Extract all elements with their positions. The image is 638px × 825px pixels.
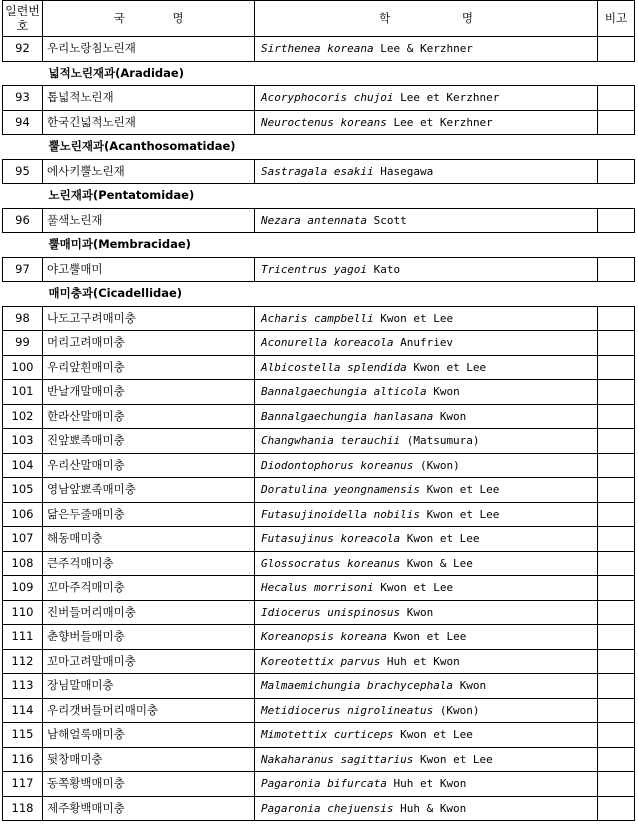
species-binomial: Metidiocerus nigrolineatus <box>261 703 434 717</box>
species-binomial: Bannalgaechungia hanlasana <box>261 409 434 423</box>
scientific-name <box>255 429 598 454</box>
remarks-cell <box>598 159 635 184</box>
scientific-name <box>255 453 598 478</box>
species-binomial: Diodontophorus koreanus <box>261 458 414 472</box>
species-binomial: Bannalgaechungia alticola <box>261 385 427 399</box>
table-row <box>3 527 635 552</box>
species-binomial: Aconurella koreacola <box>261 336 394 350</box>
table-row <box>3 110 635 135</box>
row-number: 101 <box>3 380 43 405</box>
scientific-name <box>255 208 598 233</box>
korean-name: 톱넓적노린재 <box>43 86 255 111</box>
table-row <box>3 502 635 527</box>
species-author: (Matsumura) <box>406 434 480 448</box>
remarks-cell <box>598 37 635 62</box>
korean-name: 영남앞뾰족매미충 <box>43 478 255 503</box>
table-row <box>3 453 635 478</box>
row-number: 108 <box>3 551 43 576</box>
remarks-cell <box>598 331 635 356</box>
korean-name: 동쪽황백매미충 <box>43 772 255 797</box>
row-number: 112 <box>3 649 43 674</box>
remarks-cell <box>598 576 635 601</box>
species-binomial: Sirthenea koreana <box>261 42 374 56</box>
korean-name: 에사키뿔노린재 <box>43 159 255 184</box>
species-author: Huh et Kwon <box>386 654 460 668</box>
korean-name: 한라산말매미충 <box>43 404 255 429</box>
species-author: (Kwon) <box>419 458 460 472</box>
table-row <box>3 576 635 601</box>
remarks-cell <box>598 527 635 552</box>
family-spacer <box>3 282 43 307</box>
korean-name: 야고뿔매미 <box>43 257 255 282</box>
species-author: (Kwon) <box>439 703 480 717</box>
table-row <box>3 306 635 331</box>
family-spacer <box>3 61 43 86</box>
row-number: 115 <box>3 723 43 748</box>
korean-name: 큰주걱매미충 <box>43 551 255 576</box>
scientific-name <box>255 600 598 625</box>
scientific-name <box>255 723 598 748</box>
species-author: Lee & Kerzhner <box>380 42 473 56</box>
scientific-name <box>255 404 598 429</box>
korean-name: 반날개말매미충 <box>43 380 255 405</box>
row-number: 99 <box>3 331 43 356</box>
family-spacer <box>3 184 43 209</box>
scientific-name <box>255 86 598 111</box>
table-row <box>3 747 635 772</box>
scientific-name <box>255 502 598 527</box>
species-author: Hasegawa <box>380 164 434 178</box>
row-number: 109 <box>3 576 43 601</box>
row-number: 111 <box>3 625 43 650</box>
remarks-cell <box>598 723 635 748</box>
family-spacer <box>3 233 43 258</box>
remarks-cell <box>598 478 635 503</box>
scientific-name <box>255 306 598 331</box>
header-korean-name: 국 명 <box>43 1 255 37</box>
species-binomial: Idiocerus unispinosus <box>261 605 401 619</box>
row-number: 117 <box>3 772 43 797</box>
family-name: 뿔매미과(Membracidae) <box>48 237 191 252</box>
remarks-cell <box>598 674 635 699</box>
remarks-cell <box>598 649 635 674</box>
species-author: Kwon <box>439 409 467 423</box>
table-row <box>3 649 635 674</box>
remarks-cell <box>598 600 635 625</box>
species-author: Huh et Kwon <box>393 777 467 791</box>
remarks-cell <box>598 306 635 331</box>
header-row <box>3 1 635 37</box>
korean-name: 나도고구려매미충 <box>43 306 255 331</box>
korean-name: 남해얼룩매미충 <box>43 723 255 748</box>
row-number: 94 <box>3 110 43 135</box>
family-name: 노린재과(Pentatomidae) <box>48 188 195 203</box>
species-binomial: Sastragala esakii <box>261 164 374 178</box>
korean-name: 풀색노린재 <box>43 208 255 233</box>
table-row <box>3 257 635 282</box>
table-row <box>3 37 635 62</box>
species-author: Kwon et Lee <box>400 728 473 742</box>
species-author: Kwon et Lee <box>380 581 454 595</box>
remarks-cell <box>598 502 635 527</box>
row-number: 114 <box>3 698 43 723</box>
header-scientific-name: 학 명 <box>255 1 598 37</box>
row-number: 95 <box>3 159 43 184</box>
korean-name: 진앞뾰족매미충 <box>43 429 255 454</box>
row-number: 118 <box>3 796 43 821</box>
korean-name: 우리갯버들머리매미충 <box>43 698 255 723</box>
korean-name: 닮은두줄매미충 <box>43 502 255 527</box>
table-row <box>3 429 635 454</box>
species-binomial: Albicostella splendida <box>261 360 407 374</box>
species-binomial: Malmaemichungia brachycephala <box>261 679 454 693</box>
species-binomial: Glossocratus koreanus <box>261 556 401 570</box>
family-spacer <box>3 135 43 160</box>
species-author: Huh & Kwon <box>400 801 467 815</box>
row-number: 96 <box>3 208 43 233</box>
remarks-cell <box>598 86 635 111</box>
family-row <box>3 233 635 258</box>
remarks-cell <box>598 355 635 380</box>
species-binomial: Nakaharanus sagittarius <box>261 752 414 766</box>
scientific-name <box>255 576 598 601</box>
remarks-cell <box>598 453 635 478</box>
species-author: Kwon et Lee <box>426 483 500 497</box>
scientific-name <box>255 796 598 821</box>
row-number: 106 <box>3 502 43 527</box>
remarks-cell <box>598 772 635 797</box>
korean-name: 머리고려매미충 <box>43 331 255 356</box>
scientific-name <box>255 551 598 576</box>
table-row <box>3 478 635 503</box>
species-table <box>2 0 635 821</box>
remarks-cell <box>598 551 635 576</box>
korean-name: 우리산말매미충 <box>43 453 255 478</box>
species-author: Kwon <box>459 679 487 693</box>
table-row <box>3 208 635 233</box>
korean-name: 제주황백매미충 <box>43 796 255 821</box>
scientific-name <box>255 625 598 650</box>
remarks-cell <box>598 429 635 454</box>
remarks-cell <box>598 110 635 135</box>
species-author: Lee et Kerzhner <box>400 91 500 105</box>
row-number: 104 <box>3 453 43 478</box>
table-row <box>3 600 635 625</box>
family-row <box>3 282 635 307</box>
scientific-name <box>255 649 598 674</box>
korean-name: 춘향버들매미충 <box>43 625 255 650</box>
species-author: Anufriev <box>400 336 454 350</box>
species-author: Lee et Kerzhner <box>393 115 493 129</box>
table-row <box>3 355 635 380</box>
table-row <box>3 723 635 748</box>
korean-name: 장님말매미충 <box>43 674 255 699</box>
species-binomial: Acoryphocoris chujoi <box>261 91 394 105</box>
remarks-cell <box>598 698 635 723</box>
species-binomial: Neuroctenus koreans <box>261 115 387 129</box>
scientific-name <box>255 674 598 699</box>
species-binomial: Pagaronia chejuensis <box>261 801 394 815</box>
table-row <box>3 159 635 184</box>
table-row <box>3 86 635 111</box>
species-author: Kwon & Lee <box>406 556 473 570</box>
table-row <box>3 551 635 576</box>
scientific-name <box>255 110 598 135</box>
table-row <box>3 331 635 356</box>
species-binomial: Hecalus morrisoni <box>261 581 374 595</box>
family-name: 뿔노린재과(Acanthosomatidae) <box>48 139 236 154</box>
scientific-name <box>255 159 598 184</box>
korean-name: 한국긴넓적노린재 <box>43 110 255 135</box>
family-row <box>3 184 635 209</box>
row-number: 97 <box>3 257 43 282</box>
row-number: 107 <box>3 527 43 552</box>
scientific-name <box>255 380 598 405</box>
scientific-name <box>255 698 598 723</box>
table-row <box>3 772 635 797</box>
family-name: 매미충과(Cicadellidae) <box>48 286 183 301</box>
remarks-cell <box>598 208 635 233</box>
scientific-name <box>255 331 598 356</box>
species-author: Kwon et Lee <box>413 360 487 374</box>
species-author: Kato <box>373 262 401 276</box>
korean-name: 꼬마고려말매미충 <box>43 649 255 674</box>
row-number: 105 <box>3 478 43 503</box>
row-number: 98 <box>3 306 43 331</box>
table-row <box>3 380 635 405</box>
species-author: Scott <box>373 213 407 227</box>
species-binomial: Futasujinoidella nobilis <box>261 507 420 521</box>
species-binomial: Tricentrus yagoi <box>261 262 367 276</box>
table-row <box>3 796 635 821</box>
row-number: 113 <box>3 674 43 699</box>
species-binomial: Nezara antennata <box>261 213 367 227</box>
korean-name: 꼬마주걱매미충 <box>43 576 255 601</box>
species-binomial: Pagaronia bifurcata <box>261 777 387 791</box>
korean-name: 진버들머리매미충 <box>43 600 255 625</box>
remarks-cell <box>598 625 635 650</box>
row-number: 93 <box>3 86 43 111</box>
species-author: Kwon <box>433 385 460 399</box>
row-number: 102 <box>3 404 43 429</box>
table-row <box>3 698 635 723</box>
species-author: Kwon et Lee <box>393 630 467 644</box>
species-binomial: Acharis campbelli <box>261 311 374 325</box>
species-binomial: Doratulina yeongnamensis <box>261 483 420 497</box>
family-name: 넓적노린재과(Aradidae) <box>48 65 184 80</box>
species-author: Kwon et Lee <box>419 752 493 766</box>
species-binomial: Changwhania terauchii <box>261 434 401 448</box>
korean-name: 해동매미충 <box>43 527 255 552</box>
scientific-name <box>255 355 598 380</box>
row-number: 100 <box>3 355 43 380</box>
scientific-name <box>255 527 598 552</box>
family-row <box>3 135 635 160</box>
table-row <box>3 625 635 650</box>
korean-name: 우리앞흰매미충 <box>43 355 255 380</box>
remarks-cell <box>598 380 635 405</box>
remarks-cell <box>598 747 635 772</box>
table-row <box>3 674 635 699</box>
species-binomial: Futasujinus koreacola <box>261 532 401 546</box>
row-number: 116 <box>3 747 43 772</box>
korean-name: 뒷창매미충 <box>43 747 255 772</box>
header-number: 일련번호 <box>3 1 43 37</box>
table-row <box>3 404 635 429</box>
korean-name: 우리노랑침노린재 <box>43 37 255 62</box>
family-row <box>3 61 635 86</box>
header-remarks: 비고 <box>598 1 635 37</box>
species-author: Kwon <box>406 605 434 619</box>
scientific-name <box>255 772 598 797</box>
remarks-cell <box>598 404 635 429</box>
species-author: Kwon et Lee <box>380 311 454 325</box>
remarks-cell <box>598 796 635 821</box>
remarks-cell <box>598 257 635 282</box>
scientific-name <box>255 37 598 62</box>
species-binomial: Mimotettix curticeps <box>261 728 394 742</box>
row-number: 110 <box>3 600 43 625</box>
species-author: Kwon et Lee <box>406 532 480 546</box>
scientific-name <box>255 747 598 772</box>
species-binomial: Koreanopsis koreana <box>261 630 387 644</box>
species-binomial: Koreotettix parvus <box>261 654 381 668</box>
scientific-name <box>255 478 598 503</box>
row-number: 103 <box>3 429 43 454</box>
scientific-name <box>255 257 598 282</box>
species-author: Kwon et Lee <box>426 507 500 521</box>
row-number: 92 <box>3 37 43 62</box>
